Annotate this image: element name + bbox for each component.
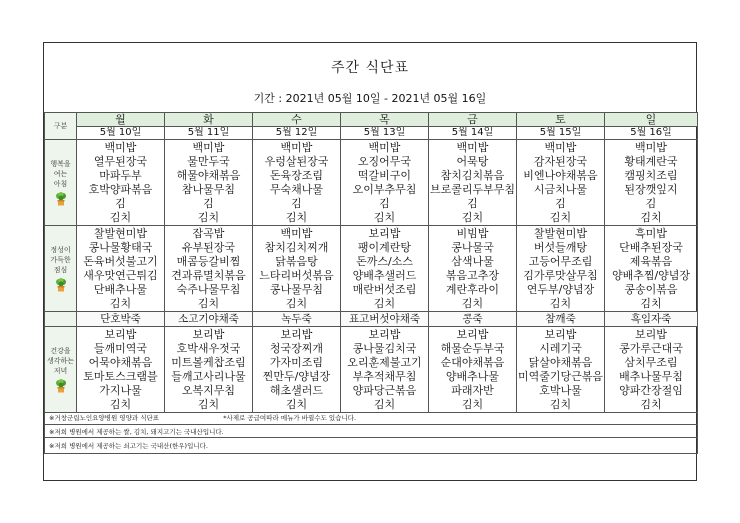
menu-item: 연두부/양념장	[526, 283, 595, 296]
menu-item: 보리밥	[368, 328, 401, 341]
menu-item: 김	[645, 197, 657, 210]
menu-item: 김치	[640, 297, 662, 310]
menu-item: 캠핑치조림	[624, 169, 678, 182]
menu-item: 삼색나물	[451, 255, 494, 268]
menu-item: 보리밥	[104, 328, 137, 341]
meal-label-line: 생각하는	[46, 357, 75, 365]
menu-item: 김치	[461, 211, 484, 224]
menu-item: 김치	[373, 398, 396, 411]
menu-cell	[165, 140, 253, 226]
menu-item: 견과류멸치볶음	[171, 269, 246, 282]
menu-cell	[165, 226, 253, 312]
menu-item: 김치	[640, 398, 662, 411]
day-name: 화	[165, 113, 253, 127]
menu-item: 김치	[285, 297, 308, 310]
menu-item: 호박새우젓국	[176, 342, 241, 355]
menu-item: 떡갈비구이	[357, 169, 412, 182]
menu-item: 열무된장국	[93, 155, 148, 168]
menu-item: 보리밥	[280, 328, 313, 341]
menu-item: 고등어무조림	[528, 255, 593, 268]
meal-label-line: 아침	[53, 180, 68, 188]
page-title: 주간 식단표	[330, 60, 410, 76]
menu-item: 김치	[549, 297, 572, 310]
meal-label-line: 저녁	[53, 367, 68, 375]
menu-item: 잡곡밥	[192, 227, 225, 240]
menu-item: 찰발현미밥	[93, 227, 148, 240]
menu-item: 김	[115, 197, 126, 210]
day-header-row	[45, 113, 698, 127]
menu-cell	[605, 327, 698, 413]
menu-item: 들깨고사리나물	[171, 370, 246, 383]
menu-item: 콩나물무침	[269, 283, 324, 296]
menu-item: 단배추나물	[93, 283, 148, 296]
menu-item: 돈육장조림	[269, 169, 324, 182]
menu-item: 흑미밥	[635, 227, 667, 240]
menu-item: 미역줄기당근볶음	[517, 370, 603, 383]
menu-item: 브로콜리두부무침	[429, 183, 515, 196]
menu-item: 찐만두/양념장	[262, 370, 331, 383]
menu-item: 버섯들깨탕	[533, 241, 588, 254]
menu-item: 비빔밥	[456, 227, 489, 240]
lunch-row	[45, 226, 698, 312]
note-row-2	[45, 425, 698, 438]
menu-item: 김치	[640, 211, 662, 224]
day-date: 5월 16일	[605, 127, 698, 140]
menu-item: 호박나물	[539, 384, 582, 397]
menu-cell	[429, 226, 517, 312]
snack-label-cell	[45, 312, 77, 327]
snack-item: 소고기야채죽	[165, 312, 253, 327]
menu-item: 콩송이볶음	[624, 283, 678, 296]
menu-item: 김치	[549, 398, 572, 411]
menu-item: 김치	[197, 211, 220, 224]
menu-item: 마파두부	[99, 169, 142, 182]
menu-item: 콩나물황태국	[88, 241, 153, 254]
meal-label	[45, 226, 77, 312]
menu-item: 파래자반	[451, 384, 494, 397]
menu-item: 김치	[285, 398, 308, 411]
menu-item: 보리밥	[635, 328, 667, 341]
menu-item: 오이부추무침	[352, 183, 417, 196]
breakfast-row	[45, 140, 698, 226]
menu-item: 숙주나물무침	[176, 283, 241, 296]
day-name: 월	[77, 113, 165, 127]
menu-item: 찰발현미밥	[533, 227, 588, 240]
menu-item: 유부된장국	[181, 241, 236, 254]
menu-item: 김치	[285, 211, 308, 224]
menu-item: 양파당근볶음	[352, 384, 417, 397]
meal-label	[45, 140, 77, 226]
snack-item: 흑임자죽	[605, 312, 698, 327]
menu-item: 오리훈제불고기	[347, 356, 422, 369]
menu-item: 느타리버섯볶음	[259, 269, 334, 282]
meal-label-line: 가득한	[50, 256, 71, 264]
snack-item: 녹두죽	[253, 312, 341, 327]
menu-item: 물만두국	[187, 155, 230, 168]
origin-note-1: ※저희 병원에서 제공하는 쌀, 김치, 돼지고기는 국내산입니다.	[45, 425, 698, 438]
menu-item: 백미밥	[544, 141, 577, 154]
potted-plant-icon	[55, 192, 67, 206]
snack-row	[45, 312, 698, 327]
period-text: 기간 : 2021년 05월 10일 - 2021년 05월 16일	[253, 92, 487, 105]
menu-item: 해물순두부국	[440, 342, 505, 355]
menu-item: 백미밥	[368, 141, 401, 154]
menu-item: 배추나물무침	[619, 370, 683, 383]
menu-item: 돈까스/소스	[356, 255, 413, 268]
day-date: 5월 14일	[429, 127, 517, 140]
menu-item: 해물야채볶음	[176, 169, 241, 182]
menu-item: 볶음고추장	[445, 269, 500, 282]
menu-cell	[605, 140, 698, 226]
menu-item: 시레기국	[539, 342, 582, 355]
menu-item: 양배추찜/양념장	[611, 269, 691, 282]
header-label: 구분	[45, 113, 77, 140]
menu-item: 김치	[461, 398, 484, 411]
menu-cell	[253, 140, 341, 226]
menu-item: 김치	[109, 211, 132, 224]
day-date: 5월 10일	[77, 127, 165, 140]
menu-cell	[341, 327, 429, 413]
menu-item: 백미밥	[280, 141, 313, 154]
day-name: 목	[341, 113, 429, 127]
menu-item: 김	[291, 197, 302, 210]
menu-item: 미트볼케찹조림	[171, 356, 246, 369]
menu-sheet	[43, 42, 697, 481]
menu-cell	[341, 226, 429, 312]
note-cell	[45, 413, 698, 425]
menu-item: 보리밥	[192, 328, 225, 341]
day-name: 금	[429, 113, 517, 127]
menu-item: 김치	[197, 297, 220, 310]
menu-item: 삼치무조림	[624, 356, 678, 369]
menu-cell	[253, 226, 341, 312]
menu-item: 김	[555, 197, 566, 210]
menu-item: 들깨미역국	[93, 342, 148, 355]
menu-item: 닭살야채볶음	[528, 356, 593, 369]
menu-item: 김치	[109, 398, 132, 411]
menu-cell	[165, 327, 253, 413]
day-name: 토	[517, 113, 605, 127]
menu-cell	[517, 140, 605, 226]
menu-item: 김치	[197, 398, 220, 411]
menu-cell	[77, 140, 165, 226]
menu-item: 오복지무침	[181, 384, 236, 397]
menu-item: 보리밥	[368, 227, 401, 240]
menu-cell	[429, 327, 517, 413]
day-date: 5월 11일	[165, 127, 253, 140]
menu-item: 순대야채볶음	[440, 356, 505, 369]
menu-item: 해초샐러드	[269, 384, 324, 397]
menu-item: 백미밥	[280, 227, 313, 240]
menu-item: 참나물무침	[181, 183, 236, 196]
menu-item: 콩나물국	[451, 241, 494, 254]
menu-item: 우렁살된장국	[264, 155, 329, 168]
menu-cell	[77, 327, 165, 413]
menu-item: 백미밥	[635, 141, 667, 154]
menu-item: 참치김치볶음	[440, 169, 505, 182]
menu-item: 김가루맛살무침	[523, 269, 598, 282]
menu-item: 새우맛연근튀김	[83, 269, 158, 282]
menu-item: 콩가루근대국	[619, 342, 683, 355]
menu-table	[44, 112, 698, 454]
menu-item: 제육볶음	[629, 255, 673, 268]
meal-label-line: 정성이	[50, 246, 71, 254]
menu-item: 양배추샐러드	[352, 269, 417, 282]
snack-item: 콩죽	[429, 312, 517, 327]
day-date: 5월 13일	[341, 127, 429, 140]
menu-item: 황태계란국	[624, 155, 678, 168]
menu-item: 비엔나야채볶음	[523, 169, 598, 182]
dinner-row	[45, 327, 698, 413]
menu-cell	[517, 327, 605, 413]
menu-item: 콩나물김치국	[352, 342, 417, 355]
meal-label	[45, 327, 77, 413]
menu-cell	[341, 140, 429, 226]
menu-item: 백미밥	[104, 141, 137, 154]
hospital-note: ※거창군립노인요양병원 영양과 식단표	[49, 414, 160, 422]
note-row-1	[45, 413, 698, 425]
menu-item: 어묵탕	[456, 155, 489, 168]
menu-item: 청국장찌개	[269, 342, 324, 355]
potted-plant-icon	[55, 379, 67, 393]
menu-item: 팽이계란탕	[357, 241, 412, 254]
day-name: 수	[253, 113, 341, 127]
meal-label-line: 행복을	[50, 160, 71, 168]
menu-item: 무숙채나물	[269, 183, 324, 196]
note-row-3	[45, 438, 698, 454]
supply-note: *사제로 공급여따라 메뉴가 바뀔수도 있습니다.	[223, 414, 357, 422]
menu-item: 김치	[373, 211, 396, 224]
menu-item: 매란버섯조림	[352, 283, 417, 296]
menu-item: 매콤등갈비찜	[176, 255, 241, 268]
menu-item: 김	[467, 197, 478, 210]
menu-item: 참치김치찌개	[264, 241, 329, 254]
menu-item: 된장깻잎지	[624, 183, 678, 196]
menu-cell	[605, 226, 698, 312]
menu-item: 김치	[109, 297, 132, 310]
day-date: 5월 15일	[517, 127, 605, 140]
menu-item: 돈육버섯불고기	[83, 255, 158, 268]
menu-item: 김치	[549, 211, 572, 224]
menu-item: 백미밥	[192, 141, 225, 154]
menu-cell	[517, 226, 605, 312]
meal-label-line: 건강을	[50, 347, 71, 355]
day-name: 일	[605, 113, 698, 127]
menu-item: 부추적채무침	[352, 370, 417, 383]
menu-cell	[253, 327, 341, 413]
menu-item: 보리밥	[456, 328, 489, 341]
meal-label-line: 여는	[53, 170, 68, 178]
menu-item: 시금치나물	[533, 183, 588, 196]
date-header-row	[45, 127, 698, 140]
snack-item: 단호박죽	[77, 312, 165, 327]
menu-cell	[429, 140, 517, 226]
menu-item: 닭볶음탕	[275, 255, 318, 268]
snack-item: 참깨죽	[517, 312, 605, 327]
menu-item: 김치	[373, 297, 396, 310]
menu-item: 가지나물	[99, 384, 142, 397]
menu-cell	[77, 226, 165, 312]
menu-item: 보리밥	[544, 328, 577, 341]
snack-item: 표고버섯야채죽	[341, 312, 429, 327]
menu-item: 어묵야채볶음	[88, 356, 153, 369]
menu-item: 양파간장절임	[619, 384, 683, 397]
menu-item: 양배추나물	[445, 370, 500, 383]
origin-note-2: ※저희 병원에서 제공하는 쇠고기는 국내산(한우)입니다.	[45, 438, 698, 454]
menu-item: 김치	[461, 297, 484, 310]
potted-plant-icon	[55, 278, 67, 292]
menu-item: 단배추된장국	[619, 241, 683, 254]
menu-item: 김	[203, 197, 214, 210]
meal-label-line: 점심	[53, 266, 68, 274]
menu-item: 오징어무국	[357, 155, 412, 168]
menu-item: 감자된장국	[533, 155, 588, 168]
menu-item: 호박양파볶음	[88, 183, 153, 196]
menu-item: 계란후라이	[445, 283, 500, 296]
menu-item: 김	[379, 197, 390, 210]
menu-item: 가자미조림	[269, 356, 324, 369]
menu-item: 토마토스크램블	[83, 370, 158, 383]
day-date: 5월 12일	[253, 127, 341, 140]
menu-item: 백미밥	[456, 141, 489, 154]
